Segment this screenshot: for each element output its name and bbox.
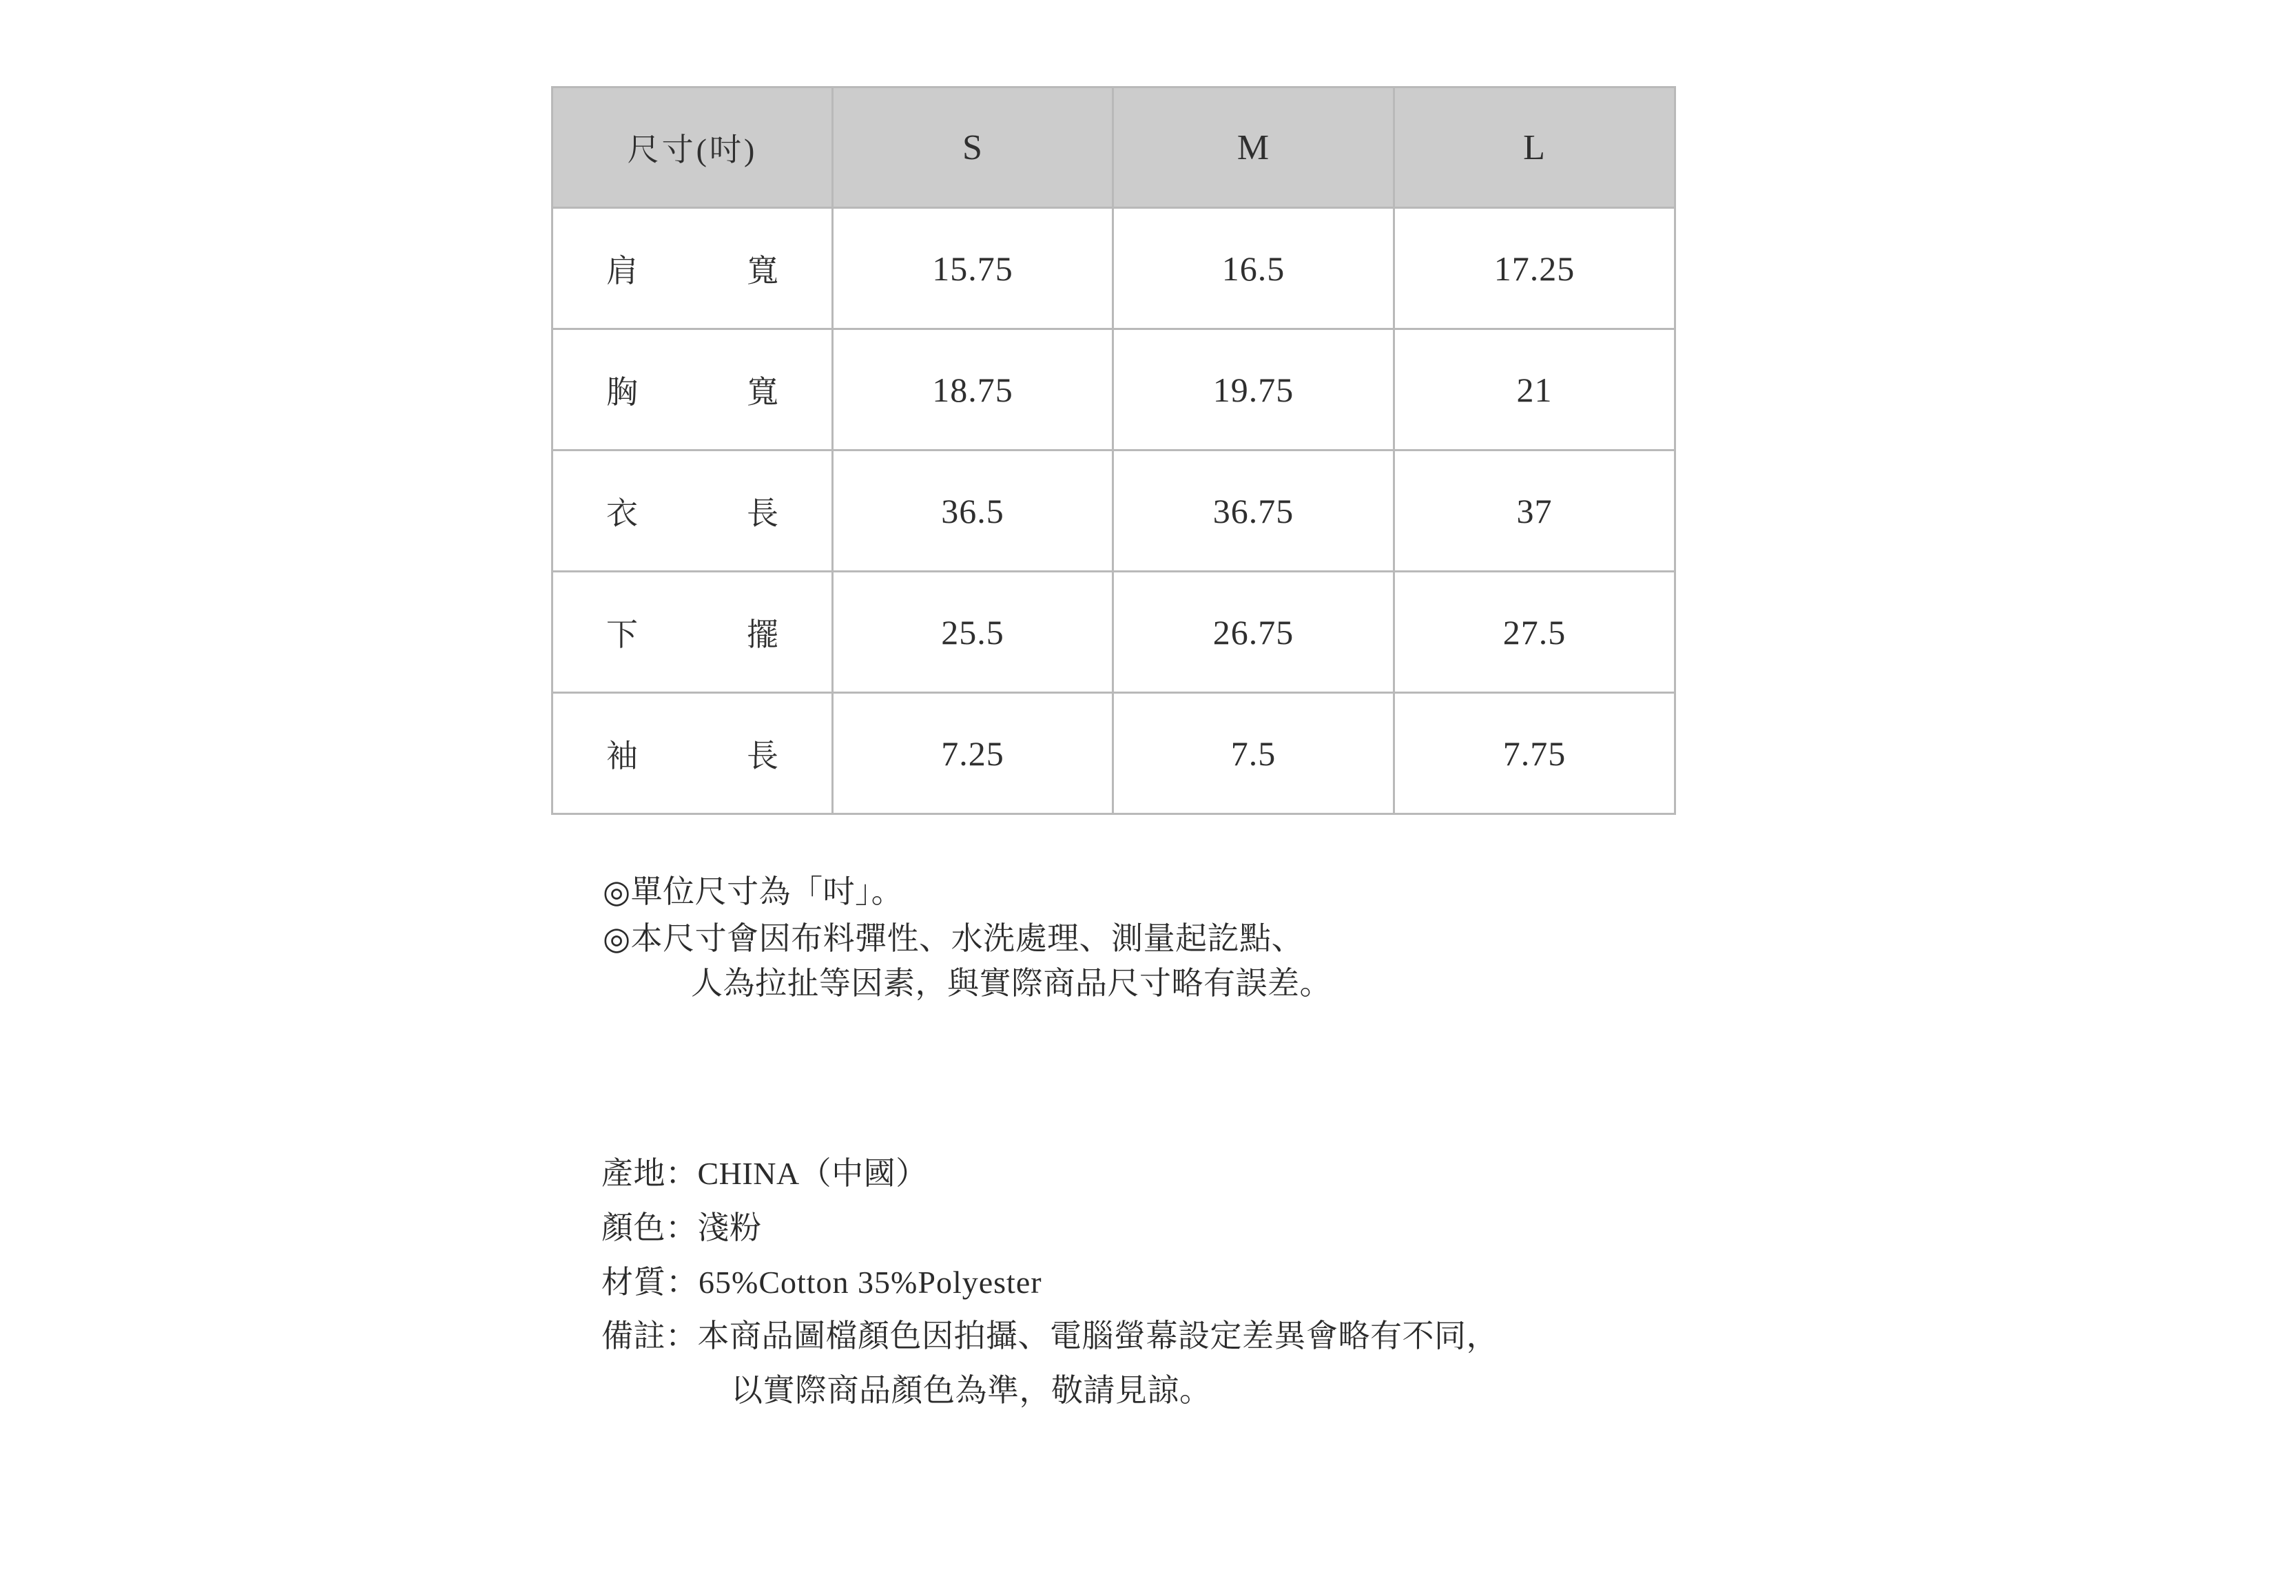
measurement-label: 衣長 [606,495,778,531]
measurement-value: 7.5 [1230,734,1276,773]
table-header-row [552,87,1675,208]
measurement-value: 36.5 [941,491,1004,530]
measurement-value-s [833,693,1113,814]
measurement-value: 16.5 [1221,249,1285,288]
measurement-value-l [1394,572,1675,693]
info-line-origin: 產地：CHINA（中國） [601,1156,928,1191]
size-chart-body [552,208,1675,814]
column-header-unit [552,87,833,208]
info-line-color: 顏色：淺粉 [601,1210,762,1245]
table-row [552,208,1675,329]
measurement-value: 26.75 [1212,612,1294,652]
table-row [552,572,1675,693]
measurement-value-m [1113,693,1394,814]
column-header-s-label: S [962,127,983,167]
row-label-cell [552,329,833,450]
measurement-value-m [1113,572,1394,693]
measurement-value-l [1394,208,1675,329]
measurement-label: 肩寬 [606,253,778,289]
size-chart-header [552,87,1675,208]
info-line-remark: 備註：本商品圖檔顏色因拍攝、電腦螢幕設定差異會略有不同， [601,1318,1498,1354]
measurement-value-l [1394,329,1675,450]
column-header-m [1113,87,1394,208]
info-line-remark-cont: 以實際商品顏色為準，敬請見諒。 [731,1373,1212,1408]
measurement-value: 36.75 [1212,491,1294,530]
info-line-material: 材質：65%Cotton 35%Polyester [601,1264,1042,1300]
table-row [552,450,1675,572]
measurement-value: 19.75 [1212,370,1294,409]
measurement-value-l [1394,450,1675,572]
table-row [552,329,1675,450]
column-header-m-label: M [1237,127,1270,167]
measurement-notes-block [603,873,2049,1009]
row-label-cell [552,693,833,814]
note-line-tolerance-cont: 人為拉扯等因素，與實際商品尺寸略有誤差。 [691,965,1332,1001]
measurement-value: 15.75 [932,249,1013,288]
note-line-tolerance: ◎本尺寸會因布料彈性、水洗處理、測量起訖點、 [603,921,1304,957]
measurement-value: 21 [1516,370,1553,409]
measurement-value-s [833,450,1113,572]
note-line-unit: ◎單位尺寸為「吋」。 [603,874,904,909]
measurement-value: 17.25 [1493,249,1575,288]
row-label-cell [552,572,833,693]
table-row [552,693,1675,814]
measurement-value-l [1394,693,1675,814]
measurement-label: 下擺 [606,616,778,652]
column-header-unit-label: 尺寸(吋) [627,132,758,167]
column-header-l-label: L [1523,127,1546,167]
measurement-label: 袖長 [606,738,778,774]
measurement-value: 7.25 [941,734,1004,773]
measurement-value: 18.75 [932,370,1013,409]
measurement-value-s [833,208,1113,329]
measurement-value-s [833,572,1113,693]
column-header-l [1394,87,1675,208]
measurement-value: 7.75 [1502,734,1566,773]
size-chart-table-container [551,86,1674,815]
size-chart-table [551,86,1676,815]
measurement-value: 27.5 [1502,612,1566,652]
measurement-value-s [833,329,1113,450]
row-label-cell [552,208,833,329]
column-header-s [833,87,1113,208]
measurement-value-m [1113,450,1394,572]
measurement-value: 37 [1516,491,1553,530]
measurement-value: 25.5 [941,612,1004,652]
measurement-label: 胸寬 [606,374,778,410]
measurement-value-m [1113,208,1394,329]
measurement-value-m [1113,329,1394,450]
product-info-block [601,1157,2117,1429]
row-label-cell [552,450,833,572]
